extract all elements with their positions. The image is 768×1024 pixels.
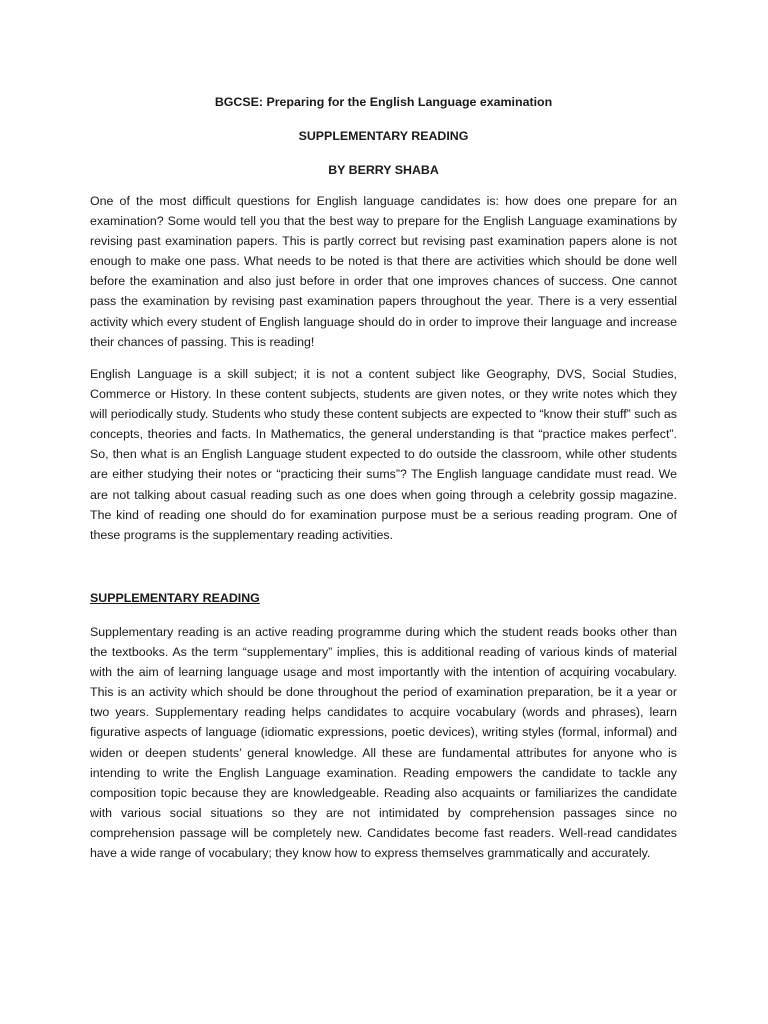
document-subtitle: SUPPLEMENTARY READING (298, 129, 469, 143)
section-heading: SUPPLEMENTARY READING (90, 591, 260, 605)
document-title: BGCSE: Preparing for the English Language examination (214, 95, 553, 109)
supplementary-reading-paragraph: Supplementary reading is an active reading programme during which the student reads books other than the textbooks. As the term “supplementary” implies, this is additional reading of various kinds of material with the aim of learning language usage and most importantly with the intention of acquiring vocabulary. This is an activity which should be done throughout the period of examination preparation, be it a year or two years. Supplementary reading helps candidates to acquire vocabulary (words and phrases), learn figurative aspects of language (idiomatic expressions, poetic devices), writing styles (formal, informal) and widen or deepen students’ general knowledge. All these are fundamental attributes for anyone who is intending to write the English Language examination. Reading empowers the candidate to tackle any composition topic because they are knowledgeable. Reading also acquaints or familiarizes the candidate with various social situations so they are not intimidated by comprehension passages since no comprehension passage will be completely new. Candidates become fast readers. Well-read candidates have a wide range of vocabulary; they know how to express themselves grammatically and accurately. (90, 625, 677, 861)
skill-subject-paragraph: English Language is a skill subject; it is not a content subject like Geography, DVS, Social Studies, Commerce or History. In these content subjects, students are given notes, or they write notes which they will periodically study. Students who study these content subjects are expected to “know their stuff” such as concepts, theories and facts. In Mathematics, the general understanding is that “practice makes perfect”. So, then what is an English Language student expected to do outside the classroom, while other students are either studying their notes or “practicing their sums”? The English language candidate must read. We are not talking about casual reading such as one does when going through a celebrity gossip magazine. The kind of reading one should do for examination purpose must be a serious reading program. One of these programs is the supplementary reading activities. (90, 367, 677, 542)
intro-paragraph: One of the most difficult questions for English language candidates is: how does one prepare for an examination? Some would tell you that the best way to prepare for the English Language examinations by revising past examination papers. This is partly correct but revising past examination papers alone is not enough to make one pass. What needs to be noted is that there are activities which should be done well before the examination and also just before in order that one improves chances of success. One cannot pass the examination by revising past examination papers throughout the year. There is a very essential activity which every student of English language should do in order to improve their language and increase their chances of passing. This is reading! (90, 194, 677, 349)
document-author: BY BERRY SHABA (328, 163, 439, 177)
